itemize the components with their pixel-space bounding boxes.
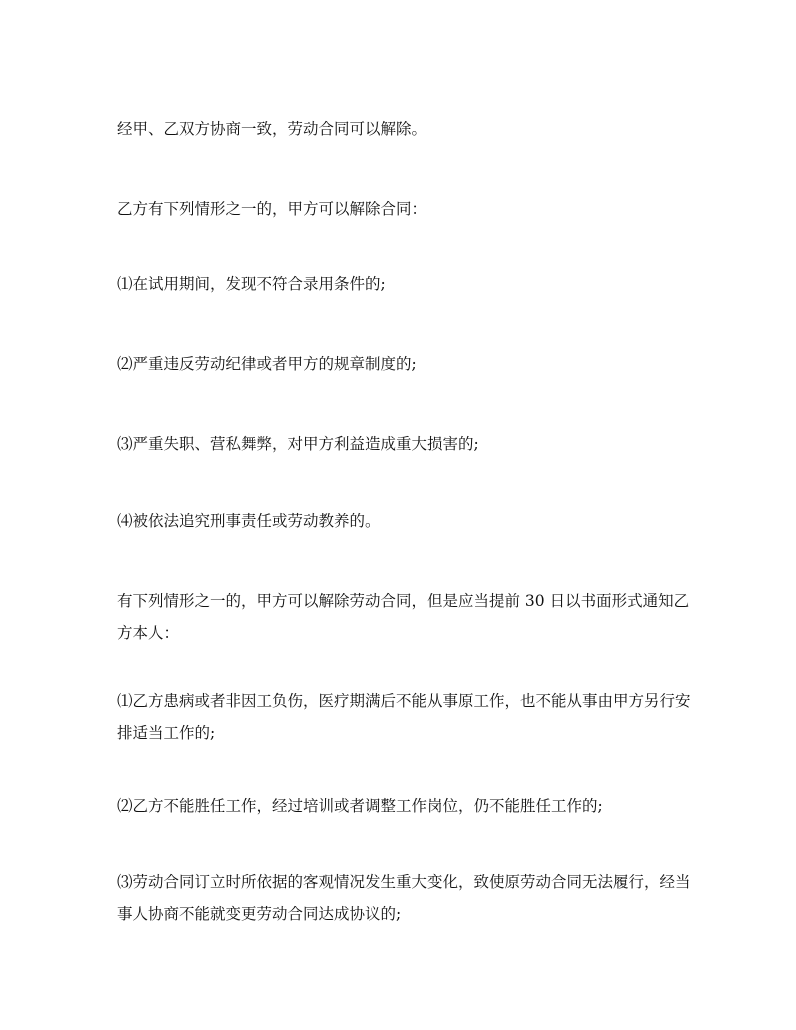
paragraph-discipline-clause: ⑵严重违反劳动纪律或者甲方的规章制度的; xyxy=(117,355,417,373)
paragraph-probation-clause: ⑴在试用期间，发现不符合录用条件的; xyxy=(117,275,386,293)
paragraph-criminal-clause: ⑷被依法追究刑事责任或劳动教养的。 xyxy=(117,512,381,530)
paragraph-circumstance-change-clause: ⑶劳动合同订立时所依据的客观情况发生重大变化，致使原劳动合同无法履行，经当事人协商不能就变更劳动合同达成协议的; xyxy=(117,873,691,923)
paragraph-negligence-clause: ⑶严重失职、营私舞弊，对甲方利益造成重大损害的; xyxy=(117,435,479,453)
paragraph-incompetence-clause: ⑵乙方不能胜任工作，经过培训或者调整工作岗位，仍不能胜任工作的; xyxy=(117,797,603,815)
paragraph-illness-clause: ⑴乙方患病或者非因工负伤，医疗期满后不能从事原工作，也不能从事由甲方另行安排适当工作的; xyxy=(117,692,691,742)
paragraph-notice-termination-heading: 有下列情形之一的，甲方可以解除劳动合同，但是应当提前 30 日以书面形式通知乙方本人： xyxy=(117,592,690,642)
paragraph-mutual-termination: 经甲、乙双方协商一致，劳动合同可以解除。 xyxy=(117,120,428,138)
paragraph-employer-termination-heading: 乙方有下列情形之一的，甲方可以解除合同： xyxy=(117,200,428,218)
